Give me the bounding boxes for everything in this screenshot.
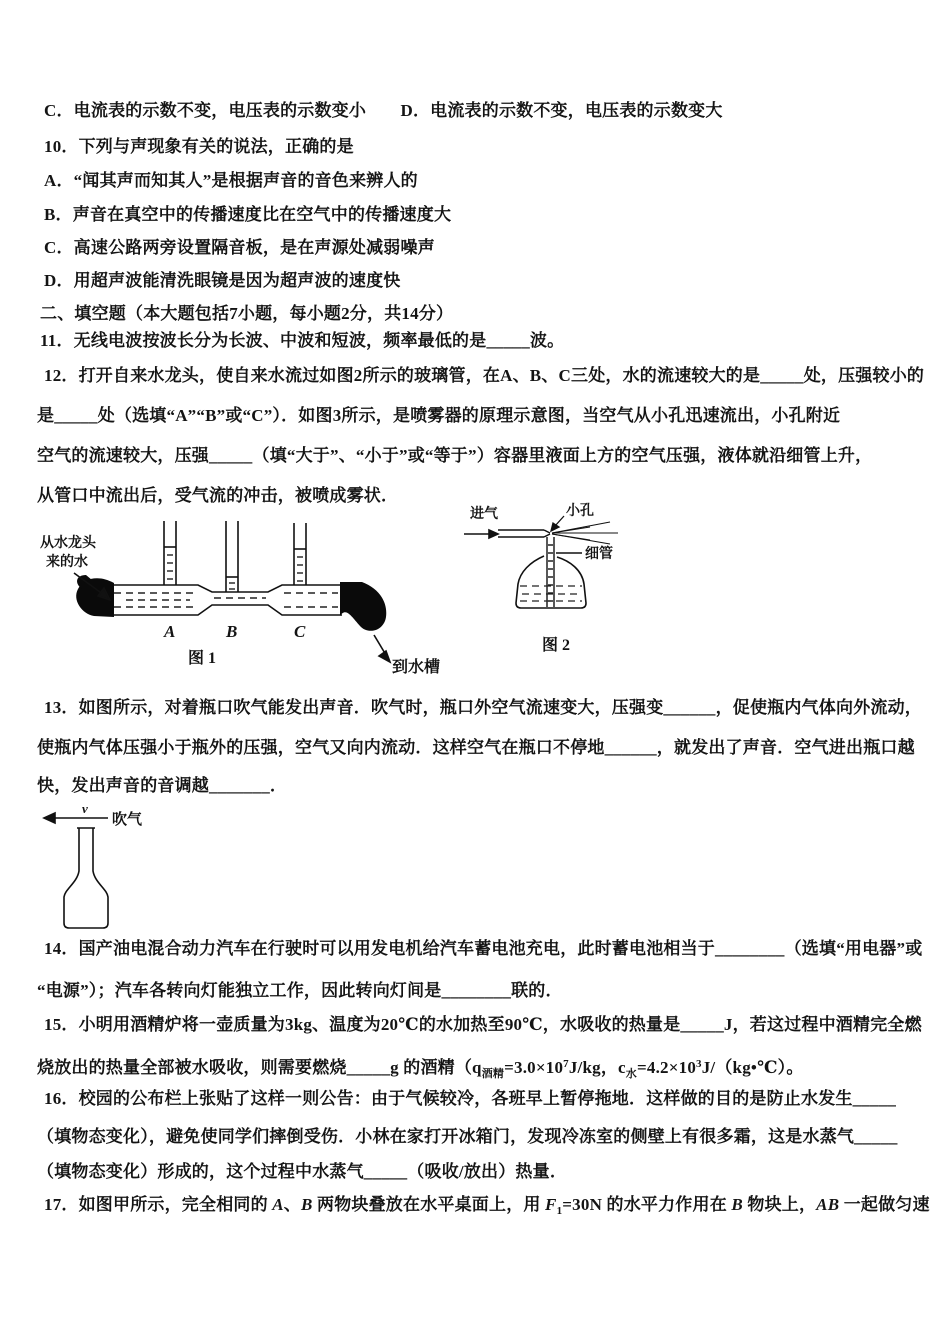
fig1-sink-label: 到水槽: [392, 659, 441, 676]
section-2-heading: 二、填空题（本大题包括7小题，每小题2分，共14分）: [40, 304, 454, 323]
q17-var-ab: AB: [816, 1195, 840, 1214]
fig2-air-tube: [498, 530, 550, 537]
q17-var-b2: B: [731, 1195, 743, 1214]
question-16-line-1: 16．校园的公布栏上张贴了这样一则公告：由于气候较冷，各班早上暂停拖地．这样做的目的是防止水发生_____: [44, 1089, 897, 1108]
fig2-hole-arrow: [551, 516, 564, 531]
question-10-option-d: D．用超声波能清洗眼镜是因为超声波的速度快: [44, 271, 401, 290]
question-10-stem: 10．下列与声现象有关的说法，正确的是: [44, 137, 354, 156]
q17-var-b: B: [301, 1195, 313, 1214]
question-13-line-2: 使瓶内气体压强小于瓶外的压强，空气又向内流动．这样空气在瓶口不停地______，就发出了声音．空气进出瓶口越: [37, 738, 915, 757]
q15-exponent-3: 3: [696, 1058, 702, 1070]
q17-var-a: A: [272, 1195, 284, 1214]
figure-3-bottle-diagram: [28, 797, 188, 937]
question-16-line-2: （填物态变化），避免使同学们摔倒受伤．小林在家打开冰箱门，发现冷冻室的侧壁上有很多霜，这是水蒸气_____: [37, 1127, 898, 1146]
question-16-line-3: （填物态变化）形成的，这个过程中水蒸气_____（吸收/放出）热量．: [37, 1162, 568, 1181]
figure-1-glass-tube-diagram: [30, 503, 450, 678]
q17-text: 、: [283, 1195, 301, 1214]
question-12-line-2: 是_____处（选填“A”“B”或“C”）．如图3所示，是喷雾器的原理示意图，当空气从小孔迅速流出，小孔附近: [37, 406, 841, 425]
q17-text: =30N 的水平力作用在: [562, 1195, 732, 1214]
question-15-line-1: 15．小明用酒精炉将一壶质量为3kg、温度为20℃的水加热至90℃，水吸收的热量是_____J，若这过程中酒精完全燃: [44, 1015, 922, 1034]
question-9-options-cd: C．电流表的示数不变，电压表的示数变小 D．电流表的示数不变，电压表的示数变大: [44, 101, 723, 120]
question-10-option-b: B．声音在真空中的传播速度比在空气中的传播速度大: [44, 205, 452, 224]
q17-var-f: F: [545, 1195, 557, 1214]
question-12-line-3: 空气的流速较大，压强_____（填“大于”、“小于”或“等于”）容器里液面上方的空气压强，液体就沿细管上升，: [37, 446, 873, 465]
fig1-source-label-line2: 来的水: [46, 555, 88, 570]
q15-subscript-water: 水: [625, 1068, 637, 1080]
fig3-blow-arrow: [44, 813, 108, 823]
fig2-caption: 图 2: [542, 637, 571, 654]
fig1-source-label-line1: 从水龙头: [40, 536, 96, 551]
q15-exponent-7: 7: [563, 1058, 569, 1070]
question-14-line-2: “电源”）；汽车各转向灯能独立工作，因此转向灯间是________联的．: [37, 981, 563, 1000]
fig1-pipe-outline: [110, 521, 342, 615]
q17-text: 一起做匀速: [839, 1195, 930, 1214]
fig2-liquid-dashes: [520, 586, 582, 601]
question-14-line-1: 14．国产油电混合动力汽车在行驶时可以用发电机给汽车蓄电池充电，此时蓄电池相当于________（选填“用电器”或: [44, 939, 923, 958]
q15-text: 烧放出的热量全部被水吸收，则需要燃烧_____g 的酒精（q: [37, 1058, 482, 1077]
question-15-line-2: [37, 1053, 804, 1085]
fig2-air-in-label: 进气: [470, 507, 498, 522]
fig2-small-hole-label: 小孔: [566, 504, 594, 519]
fig2-container: [516, 556, 586, 608]
question-10-option-c: C．高速公路两旁设置隔音板，是在声源处减弱噪声: [44, 238, 435, 257]
question-13-line-3: 快，发出声音的音调越_______．: [37, 776, 288, 795]
question-10-option-a: A．“闻其声而知其人”是根据声音的音色来辨人的: [44, 171, 418, 190]
fig1-caption: 图 1: [188, 650, 217, 667]
fig3-bottle-outline: [64, 828, 108, 928]
fig3-speed-label: v: [82, 801, 88, 816]
q15-subscript-alcohol: 酒精: [481, 1068, 505, 1080]
q17-text: 物块上，: [742, 1195, 817, 1214]
q15-text: J/（kg•℃）。: [701, 1058, 804, 1077]
question-17-line-1: [44, 1194, 930, 1222]
fig2-inlet-arrow: [464, 530, 498, 538]
question-13-line-1: 13．如图所示，对着瓶口吹气能发出声音．吹气时，瓶口外空气流速变大，压强变______，促使瓶内气体向外流动，: [44, 698, 922, 717]
fig2-spray-lines: [552, 522, 618, 544]
fig2-thin-tube-label: 细管: [585, 547, 613, 562]
fig3-blow-label: 吹气: [112, 812, 143, 828]
q15-text: =3.0×10: [504, 1058, 564, 1077]
q17-text: 17．如图甲所示，完全相同的: [44, 1195, 273, 1214]
question-12-line-4: 从管口中流出后，受气流的冲击，被喷成雾状．: [37, 486, 399, 505]
q17-subscript-1: 1: [556, 1205, 563, 1217]
q15-text: J/kg，c: [568, 1058, 626, 1077]
fig2-thin-tube: [547, 537, 582, 607]
q15-text: =4.2×10: [637, 1058, 697, 1077]
q17-text: 两物块叠放在水平桌面上，用: [312, 1195, 546, 1214]
fig1-label-c: C: [294, 622, 306, 641]
question-12-line-1: 12．打开自来水龙头，使自来水流过如图2所示的玻璃管，在A、B、C三处，水的流速较大的是_____处，压强较小的: [44, 366, 925, 385]
question-11: 11．无线电波按波长分为长波、中波和短波，频率最低的是_____波。: [40, 331, 565, 350]
figure-2-sprayer-diagram: [458, 500, 708, 665]
fig1-label-a: A: [164, 622, 176, 641]
fig1-label-b: B: [226, 622, 238, 641]
